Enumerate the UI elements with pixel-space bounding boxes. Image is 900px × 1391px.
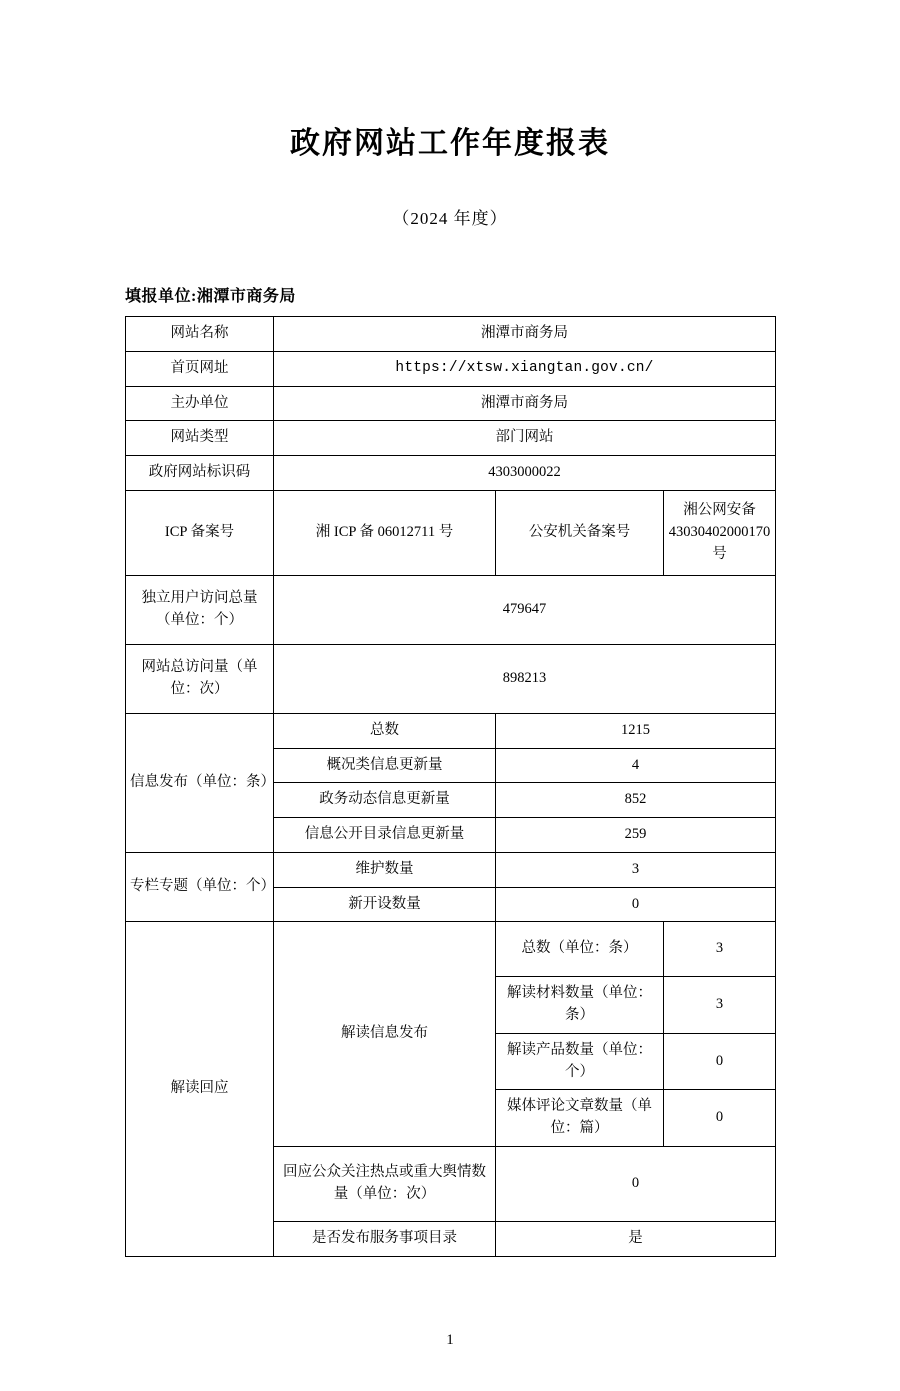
police-value: 湘公网安备 43030402000170 号 bbox=[664, 490, 776, 575]
info-publish-item-name: 信息公开目录信息更新量 bbox=[274, 818, 496, 853]
page-subtitle: （2024 年度） bbox=[392, 209, 508, 228]
info-publish-item-name: 政务动态信息更新量 bbox=[274, 783, 496, 818]
sponsor-label: 主办单位 bbox=[126, 386, 274, 421]
table-row bbox=[126, 852, 776, 887]
service-catalog-label: 是否发布服务事项目录 bbox=[274, 1221, 496, 1256]
page-title: 政府网站工作年度报表 bbox=[290, 126, 610, 161]
interpretation-item-value: 3 bbox=[664, 922, 776, 977]
site-name-label: 网站名称 bbox=[126, 317, 274, 352]
total-visits-value: 898213 bbox=[274, 644, 776, 713]
police-label: 公安机关备案号 bbox=[496, 490, 664, 575]
site-name-value: 湘潭市商务局 bbox=[274, 317, 776, 352]
homepage-label: 首页网址 bbox=[126, 351, 274, 386]
document-page bbox=[0, 118, 900, 1391]
interpretation-label: 解读回应 bbox=[126, 922, 274, 1256]
page-number: 1 bbox=[446, 1332, 454, 1348]
site-type-value: 部门网站 bbox=[274, 421, 776, 456]
interpretation-item-name: 总数（单位：条） bbox=[496, 922, 664, 977]
special-column-item-value: 0 bbox=[496, 887, 776, 922]
unique-visitors-value: 479647 bbox=[274, 575, 776, 644]
info-publish-item-name: 总数 bbox=[274, 713, 496, 748]
sponsor-value: 湘潭市商务局 bbox=[274, 386, 776, 421]
total-visits-label: 网站总访问量（单位：次） bbox=[126, 644, 274, 713]
table-row bbox=[126, 456, 776, 491]
icp-value: 湘 ICP 备 06012711 号 bbox=[274, 490, 496, 575]
table-row bbox=[126, 644, 776, 713]
special-column-label: 专栏专题（单位：个） bbox=[126, 852, 274, 922]
table-row bbox=[126, 922, 776, 977]
info-publish-item-value: 259 bbox=[496, 818, 776, 853]
table-row bbox=[126, 490, 776, 575]
info-publish-item-value: 1215 bbox=[496, 713, 776, 748]
site-type-label: 网站类型 bbox=[126, 421, 274, 456]
special-column-item-name: 新开设数量 bbox=[274, 887, 496, 922]
table-row bbox=[126, 575, 776, 644]
table-row bbox=[126, 713, 776, 748]
interpretation-item-name: 解读产品数量（单位：个） bbox=[496, 1033, 664, 1090]
homepage-value: https://xtsw.xiangtan.gov.cn/ bbox=[274, 351, 776, 386]
info-publish-label: 信息发布（单位：条） bbox=[126, 713, 274, 852]
unique-visitors-label: 独立用户访问总量（单位：个） bbox=[126, 575, 274, 644]
filer-label: 填报单位:湘潭市商务局 bbox=[125, 288, 296, 305]
interpretation-item-value: 0 bbox=[664, 1033, 776, 1090]
interpretation-item-name: 媒体评论文章数量（单位：篇） bbox=[496, 1090, 664, 1147]
special-column-item-value: 3 bbox=[496, 852, 776, 887]
gov-code-label: 政府网站标识码 bbox=[126, 456, 274, 491]
service-catalog-value: 是 bbox=[496, 1221, 776, 1256]
table-row bbox=[126, 351, 776, 386]
interpretation-item-value: 0 bbox=[664, 1090, 776, 1147]
hotspot-value: 0 bbox=[496, 1146, 776, 1221]
interpretation-item-value: 3 bbox=[664, 977, 776, 1034]
report-table bbox=[125, 316, 776, 1257]
interpretation-item-name: 解读材料数量（单位：条） bbox=[496, 977, 664, 1034]
table-row bbox=[126, 386, 776, 421]
interpretation-publish-label: 解读信息发布 bbox=[274, 922, 496, 1147]
icp-label: ICP 备案号 bbox=[126, 490, 274, 575]
special-column-item-name: 维护数量 bbox=[274, 852, 496, 887]
info-publish-item-value: 852 bbox=[496, 783, 776, 818]
info-publish-item-value: 4 bbox=[496, 748, 776, 783]
table-row bbox=[126, 317, 776, 352]
table-row bbox=[126, 421, 776, 456]
hotspot-label: 回应公众关注热点或重大舆情数量（单位：次） bbox=[274, 1146, 496, 1221]
gov-code-value: 4303000022 bbox=[274, 456, 776, 491]
info-publish-item-name: 概况类信息更新量 bbox=[274, 748, 496, 783]
